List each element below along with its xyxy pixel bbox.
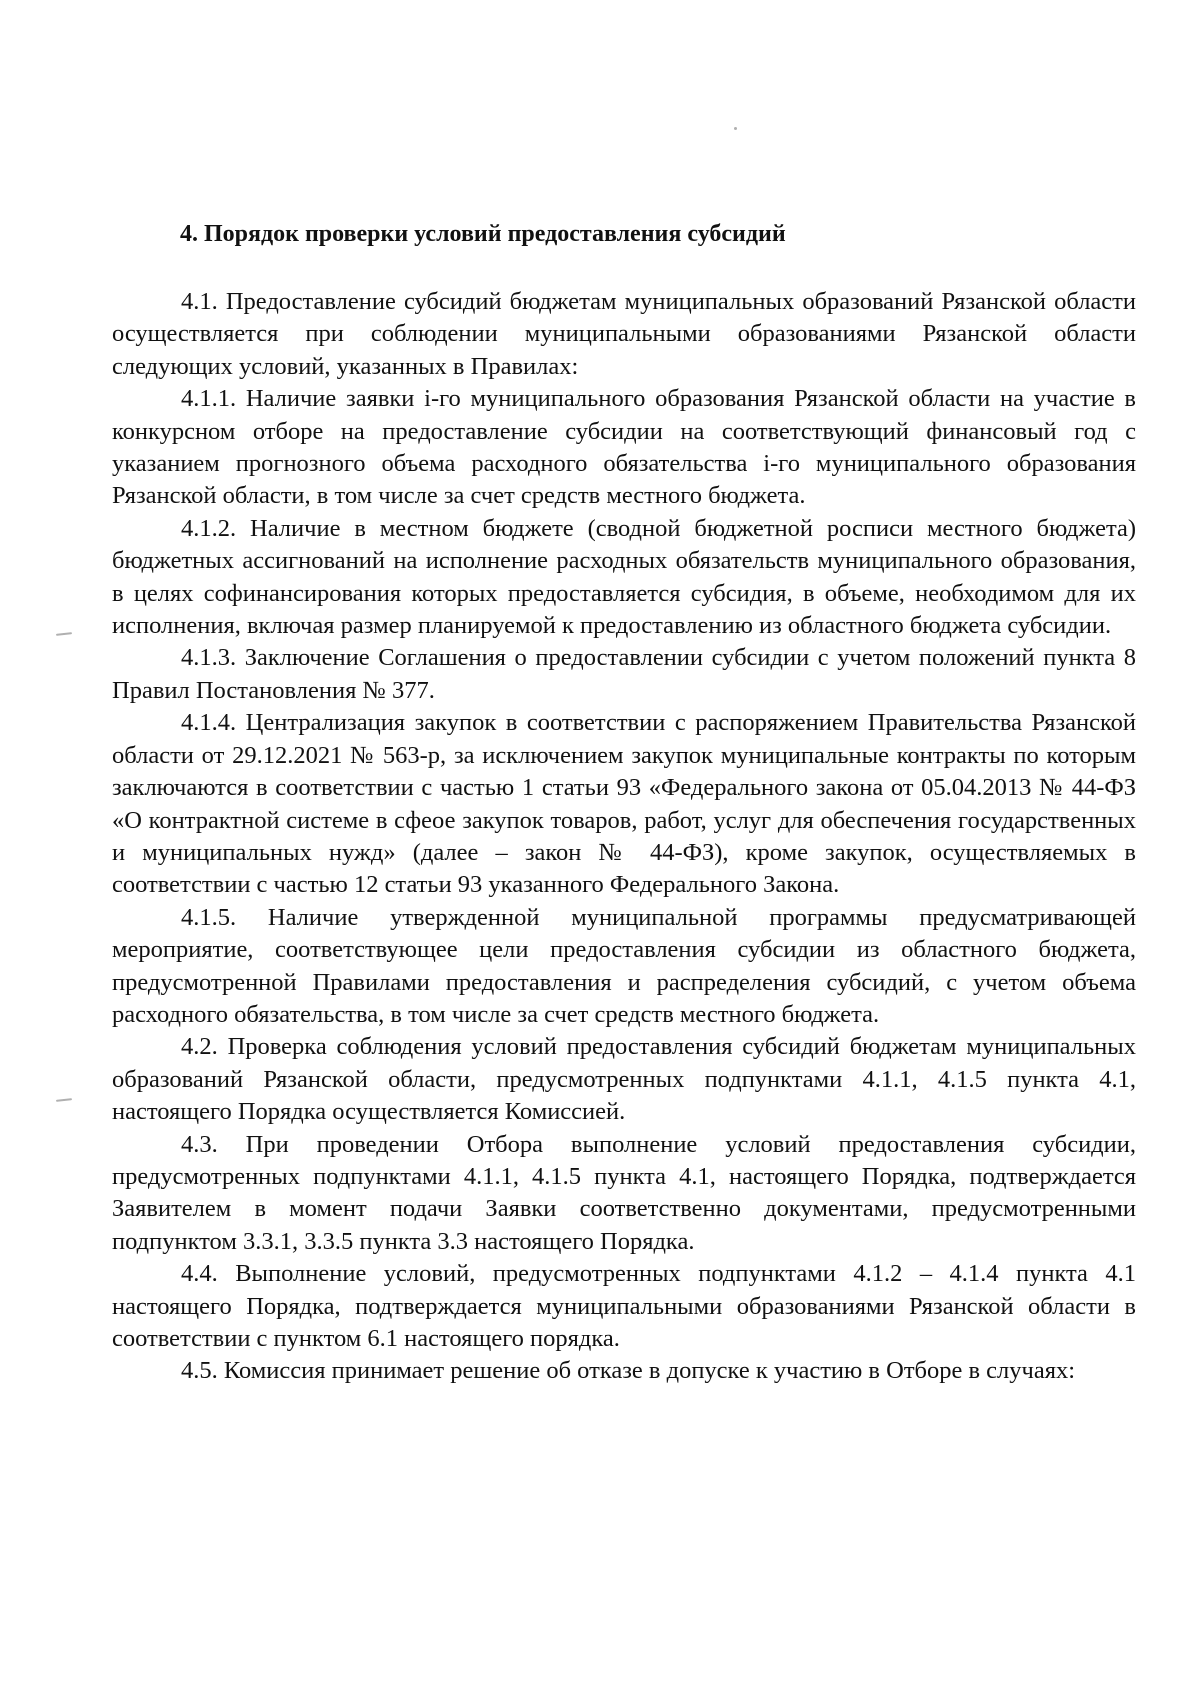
paragraph-4-1-3: 4.1.3. Заключение Соглашения о предоставлении субсидии с учетом положений пункта 8 Правил Постановления № 377. xyxy=(112,644,1136,704)
paragraph-4-1-2: 4.1.2. Наличие в местном бюджете (сводной бюджетной росписи местного бюджета) бюджетных ассигнований на исполнение расходных обязательств муниципального образования, в целях софинансирования которых предоставляется субсидия, в объеме, необходимом для их исполнения, включая размер планируемой к предоставлению из областного бюджета субсидии. xyxy=(112,514,1136,640)
scan-mark xyxy=(56,632,72,636)
paragraph-4-1-4: 4.1.4. Централизация закупок в соответствии с распоряжением Правительства Рязанской области от 29.12.2021 № 563-р, за исключением закупок муниципальные контракты по которым заключаются в соответствии с частью 1 статьи 93 «Федерального закона от 05.04.2013 № 44-ФЗ «О контрактной системе в сфеое закупок товаров, работ, услуг для обеспечения государственных и муниципальных нужд» (далее – закон № 44-ФЗ), кроме закупок, осуществляемых в соответствии с частью 12 статьи 93 указанного Федерального Закона. xyxy=(112,709,1136,899)
scan-speck xyxy=(734,127,737,130)
paragraph-4-1: 4.1. Предоставление субсидий бюджетам муниципальных образований Рязанской области осуществляется при соблюдении муниципальными образованиями Рязанской области следующих условий, указанных в Правилах: xyxy=(112,288,1136,380)
paragraph-4-1-5: 4.1.5. Наличие утвержденной муниципальной программы предусматривающей мероприятие, соответствующее цели предоставления субсидии из областного бюджета, предусмотренной Правилами предоставления и распределения субсидий, с учетом объема расходного обязательства, в том числе за счет средств местного бюджета. xyxy=(112,903,1136,1028)
document-body xyxy=(112,286,1136,1388)
scan-mark xyxy=(56,1098,72,1102)
paragraph-4-2: 4.2. Проверка соблюдения условий предоставления субсидий бюджетам муниципальных образований Рязанской области, предусмотренных подпунктами 4.1.1, 4.1.5 пункта 4.1, настоящего Порядка осуществляется Комиссией. xyxy=(112,1033,1136,1126)
section-title: 4. Порядок проверки условий предоставления субсидий xyxy=(180,221,786,247)
paragraph-4-5: 4.5. Комиссия принимает решение об отказе в допуске к участию в Отборе в случаях: xyxy=(181,1357,1076,1385)
paragraph-4-1-1: 4.1.1. Наличие заявки i-го муниципального образования Рязанской области на участие в конкурсном отборе на предоставление субсидии на соответствующий финансовый год с указанием прогнозного объема расходного обязательства i-го муниципального образования Рязанской области, в том числе за счет средств местного бюджета. xyxy=(112,385,1136,510)
paragraph-4-4: 4.4. Выполнение условий, предусмотренных подпунктами 4.1.2 – 4.1.4 пункта 4.1 настоящего Порядка, подтверждается муниципальными образованиями Рязанской области в соответствии с пунктом 6.1 настоящего порядка. xyxy=(112,1260,1136,1352)
paragraph-4-3: 4.3. При проведении Отбора выполнение условий предоставления субсидии, предусмотренных подпунктами 4.1.1, 4.1.5 пункта 4.1, настоящего Порядка, подтверждается Заявителем в момент подачи Заявки соответственно документами, предусмотренными подпунктом 3.3.1, 3.3.5 пункта 3.3 настоящего Порядка. xyxy=(112,1130,1136,1255)
